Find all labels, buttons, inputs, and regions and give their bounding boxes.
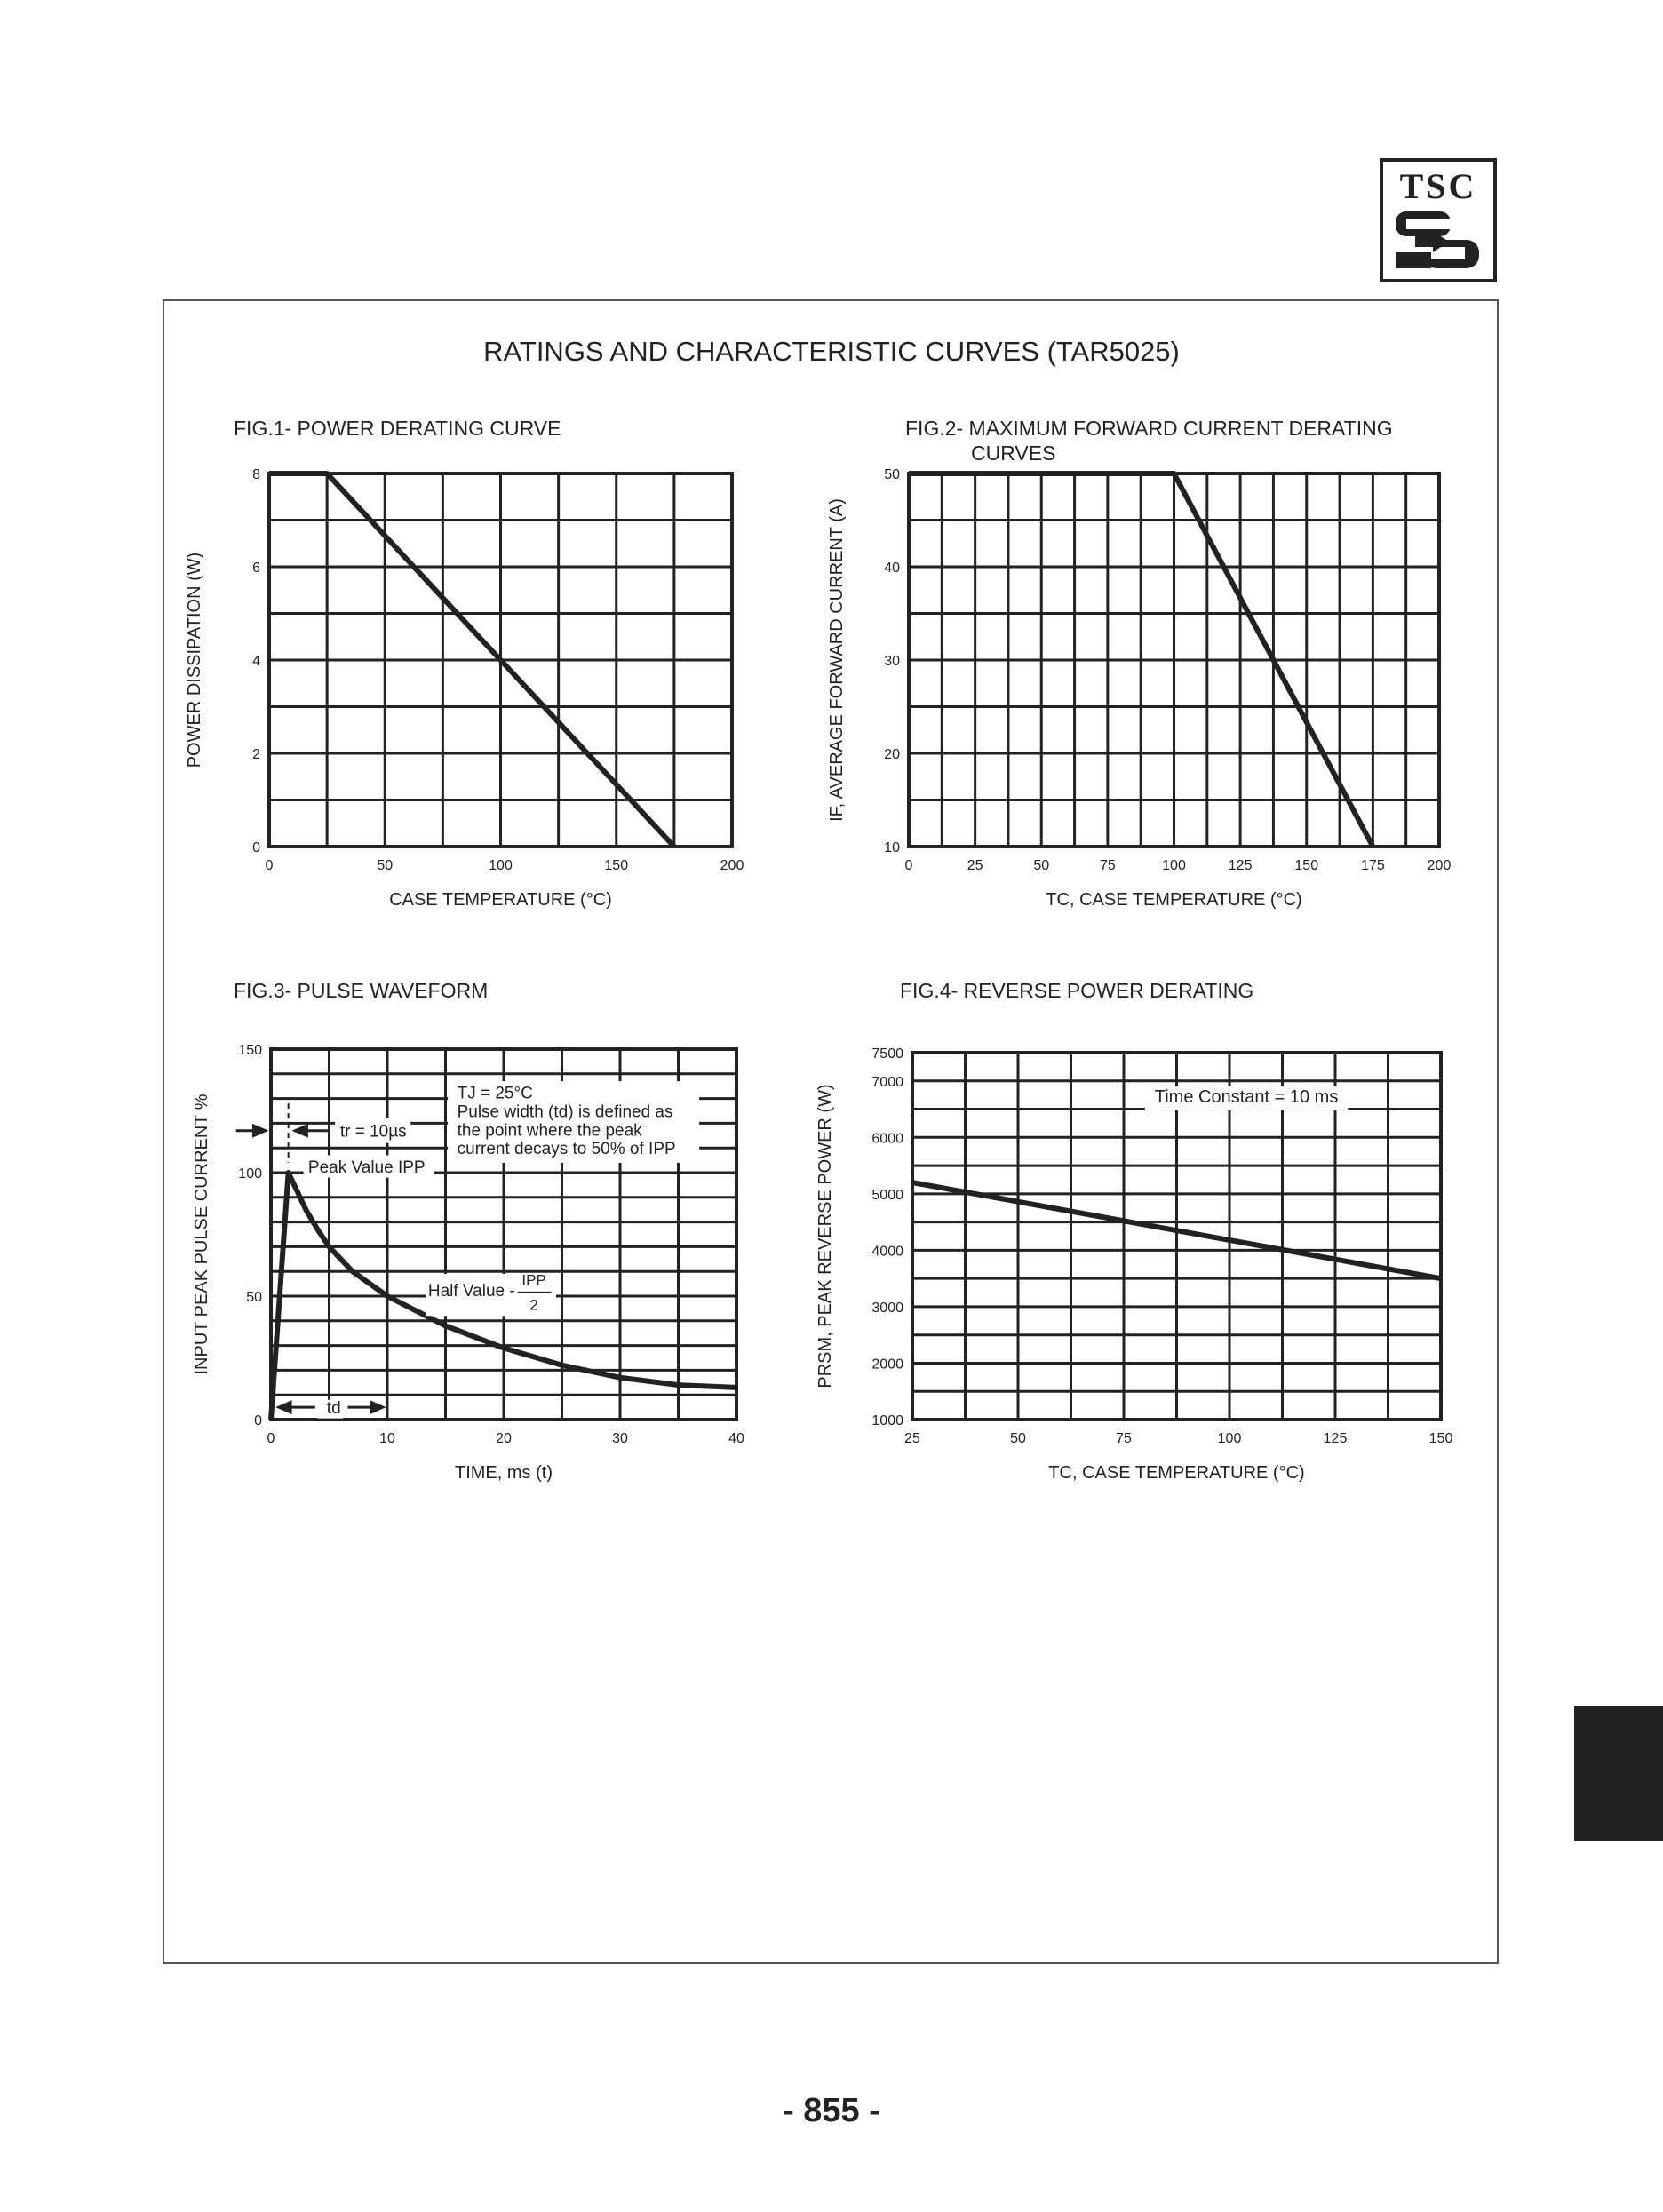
page-number: - 855 - — [783, 2092, 880, 2129]
page-title: RATINGS AND CHARACTERISTIC CURVES (TAR5025) — [483, 336, 1180, 367]
fig4-ytick-label: 1000 — [871, 1413, 903, 1428]
fig3-td-arrowhead-left — [275, 1400, 291, 1414]
fig3-title: FIG.3- PULSE WAVEFORM — [234, 979, 489, 1002]
fig3-half-numerator: IPP — [521, 1271, 546, 1289]
fig2-xtick-label: 25 — [967, 858, 983, 873]
fig4-ytick-label: 7500 — [871, 1046, 903, 1062]
fig2-xtick-label: 200 — [1427, 858, 1452, 873]
fig4-xlabel: TC, CASE TEMPERATURE (°C) — [1048, 1463, 1305, 1483]
fig1-ytick-label: 6 — [252, 561, 260, 576]
fig4-xtick-label: 75 — [1116, 1431, 1132, 1446]
fig1-ytick-label: 0 — [252, 840, 260, 855]
fig3-pulse-text-1: Pulse width (td) is defined as — [457, 1102, 673, 1122]
fig3-tr-label: tr = 10µs — [339, 1122, 407, 1142]
fig2-title: FIG.2- MAXIMUM FORWARD CURRENT DERATING — [905, 417, 1393, 440]
fig1-xtick-label: 100 — [489, 858, 513, 873]
fig3-ylabel: INPUT PEAK PULSE CURRENT % — [192, 1094, 211, 1375]
fig4-ytick-label: 3000 — [871, 1300, 903, 1316]
fig3-ytick-label: 150 — [238, 1043, 262, 1058]
fig3-pulse-text-2: the point where the peak — [457, 1121, 642, 1141]
fig3-xtick-label: 20 — [496, 1431, 512, 1446]
fig3-half-label: Half Value - — [427, 1282, 515, 1301]
fig4-ytick-label: 6000 — [871, 1131, 903, 1147]
fig1-xtick-label: 200 — [720, 858, 744, 873]
fig1-title: FIG.1- POWER DERATING CURVE — [234, 417, 561, 440]
fig4-xtick-label: 100 — [1217, 1431, 1242, 1446]
fig2-xtick-label: 125 — [1228, 858, 1253, 873]
fig4-ytick-label: 5000 — [871, 1187, 903, 1203]
fig2-xtick-label: 75 — [1099, 858, 1116, 873]
fig1-chart — [185, 467, 744, 910]
fig4-xtick-label: 50 — [1010, 1431, 1026, 1446]
fig2-xtick-label: 0 — [904, 858, 913, 873]
fig3-ytick-label: 0 — [254, 1413, 262, 1428]
fig2-xtick-label: 175 — [1361, 858, 1385, 873]
fig1-xlabel: CASE TEMPERATURE (°C) — [389, 890, 612, 910]
fig1-ytick-label: 4 — [252, 654, 260, 669]
fig3-chart — [192, 1043, 744, 1483]
fig1-ytick-label: 2 — [252, 747, 260, 762]
fig4-xtick-label: 25 — [904, 1431, 920, 1446]
fig4-chart — [816, 1046, 1452, 1483]
fig1-ytick-label: 8 — [252, 467, 260, 482]
fig2-ytick-label: 30 — [884, 654, 900, 669]
fig3-pulse-text-3: current decays to 50% of IPP — [457, 1140, 676, 1159]
fig2-xtick-label: 150 — [1294, 858, 1319, 873]
fig3-ytick-label: 100 — [238, 1166, 262, 1182]
fig2-xtick-label: 100 — [1162, 858, 1186, 873]
fig1-xtick-label: 150 — [604, 858, 629, 873]
fig4-ytick-label: 2000 — [871, 1357, 903, 1373]
fig2-chart — [827, 467, 1451, 910]
fig3-tr-arrowhead-right — [292, 1124, 308, 1138]
fig4-ytick-label: 4000 — [871, 1244, 903, 1260]
fig1-xtick-label: 50 — [377, 858, 394, 873]
fig3-xtick-label: 30 — [612, 1431, 628, 1446]
fig4-xtick-label: 150 — [1428, 1431, 1453, 1446]
logo-text: TSC — [1399, 166, 1477, 206]
fig2-ytick-label: 20 — [884, 747, 900, 762]
fig2-ytick-label: 40 — [884, 561, 900, 576]
fig3-peak-label: Peak Value IPP — [307, 1158, 426, 1177]
fig3-td-arrowhead-right — [370, 1400, 386, 1414]
fig2-xtick-label: 50 — [1033, 858, 1050, 873]
fig4-title: FIG.4- REVERSE POWER DERATING — [900, 979, 1254, 1002]
fig3-half-denominator: 2 — [529, 1296, 538, 1314]
fig4-ylabel: PRSM, PEAK REVERSE POWER (W) — [816, 1084, 835, 1388]
fig3-xtick-label: 40 — [728, 1431, 744, 1446]
fig3-xlabel: TIME, ms (t) — [455, 1463, 553, 1483]
fig2-title-line2: CURVES — [971, 442, 1056, 465]
fig4-ytick-label: 7000 — [871, 1074, 903, 1090]
fig3-xtick-label: 0 — [267, 1431, 275, 1446]
fig2-ylabel: IF, AVERAGE FORWARD CURRENT (A) — [827, 498, 847, 822]
fig2-ytick-label: 50 — [884, 467, 900, 482]
fig1-xtick-label: 0 — [265, 858, 274, 873]
fig3-ytick-label: 50 — [246, 1290, 262, 1305]
fig2-xlabel: TC, CASE TEMPERATURE (°C) — [1046, 890, 1302, 910]
fig4-time-constant-label: Time Constant = 10 ms — [1154, 1086, 1339, 1107]
section-tab — [1574, 1706, 1663, 1841]
fig3-tj-label: TJ = 25°C — [457, 1084, 533, 1103]
fig2-ytick-label: 10 — [884, 840, 900, 855]
fig3-tr-arrowhead-left — [252, 1124, 268, 1138]
fig1-ylabel: POWER DISSIPATION (W) — [185, 552, 204, 768]
fig4-xtick-label: 125 — [1323, 1431, 1348, 1446]
fig3-xtick-label: 10 — [379, 1431, 395, 1446]
fig3-td-label: td — [326, 1399, 341, 1419]
